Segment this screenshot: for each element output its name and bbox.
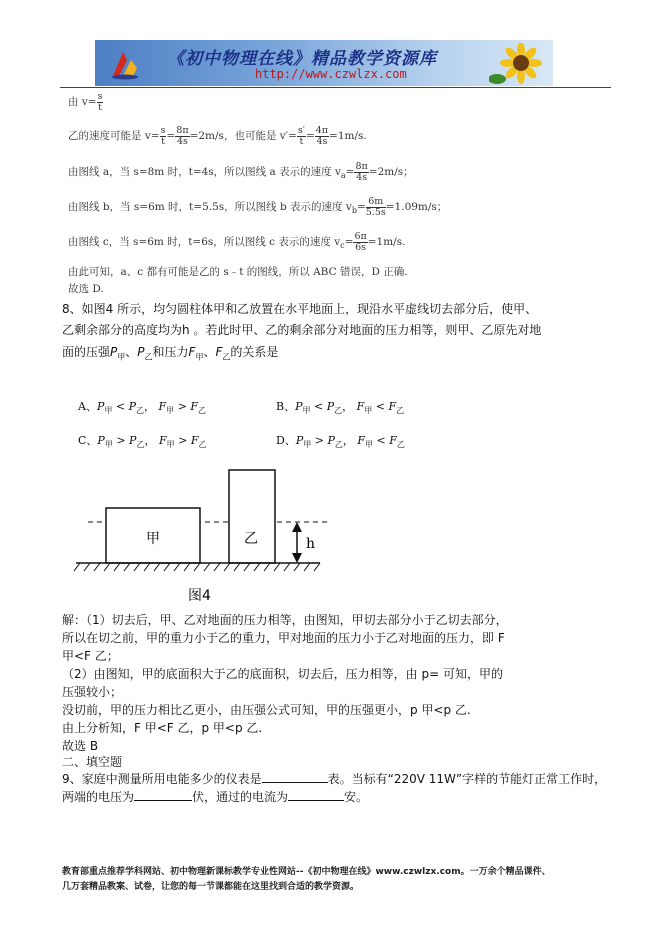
option-b[interactable]: B、$P_甲 < P_乙$， $F_甲 < F_乙$ bbox=[276, 400, 405, 416]
solution-line-1: 由 v= $\frac{s}{t}$ bbox=[68, 91, 103, 113]
answer-line-7: 由上分析知，F 甲<F 乙，p 甲<p 乙. bbox=[62, 721, 263, 735]
h-label: h bbox=[306, 536, 316, 552]
footer-line-2: 几万套精品教案、试卷，让您的每一节课都能在这里找到合适的教学资源。 bbox=[62, 882, 360, 892]
header-title: 《初中物理在线》精品教学资源库 bbox=[167, 49, 437, 69]
site-logo-icon bbox=[109, 46, 139, 80]
option-c[interactable]: C、$P_甲 > P_乙$， $F_甲 > F_乙$ bbox=[78, 434, 207, 450]
blank-meter[interactable] bbox=[262, 770, 328, 783]
section-2-title: 二、填空题 bbox=[62, 755, 123, 769]
option-a[interactable]: A、$P_甲 < P_乙$， $F_甲 > F_乙$ bbox=[78, 400, 206, 416]
answer-line-5: 压强较小； bbox=[62, 685, 123, 699]
question-8-line-2: 乙剩余部分的高度均为h 。若此时甲、乙的剩余部分对地面的压力相等，则甲、乙原先对地 bbox=[62, 323, 542, 337]
figure-caption: 图4 bbox=[188, 588, 211, 604]
question-9-line-1: 9、家庭中测量所用电能多少的仪表是 表。当标有“220V 11W”字样的节能灯正常工作时， bbox=[62, 772, 607, 786]
answer-line-1: 解：（1）切去后，甲、乙对地面的压力相等，由图知，甲切去部分小于乙切去部分， bbox=[62, 613, 508, 627]
question-9-line-2: 两端的电压为 伏，通过的电流为 安。 bbox=[62, 790, 369, 804]
solution-line-7: 故选 D. bbox=[68, 283, 104, 295]
solution-line-2: 乙的速度可能是 v= $\frac{s}{t}$ = $\frac{8\pi}{4s}$ =2m/s，也可能是 v′= $\frac{s'}{t}$ = $\frac{4\pi}{4s}$ =1m/s. bbox=[68, 125, 367, 147]
label-yi: 乙 bbox=[244, 531, 258, 547]
option-d[interactable]: D、$P_甲 > P_乙$， $F_甲 < F_乙$ bbox=[276, 434, 405, 450]
answer-line-6: 没切前，甲的压力相比乙更小，由压强公式可知，甲的压强更小，p 甲<p 乙. bbox=[62, 703, 471, 717]
footer-line-1: 教育部重点推荐学科网站、初中物理新课标教学专业性网站--《初中物理在线》www.czwlzx.com。一万余个精品课件、 bbox=[62, 867, 551, 877]
sunflower-icon bbox=[489, 43, 549, 85]
solution-line-5: 由图线 c，当 s=6m 时，t=6s，所以图线 c 表示的速度 $v_c=$ $\frac{6\pi}{6s}$ =1m/s. bbox=[68, 231, 406, 253]
solution-line-3: 由图线 a，当 s=8m 时，t=4s，所以图线 a 表示的速度 $v_a=$ $\frac{8\pi}{4s}$ =2m/s； bbox=[68, 161, 414, 183]
header-banner bbox=[95, 40, 553, 86]
cylinder-yi bbox=[229, 470, 275, 563]
ground-hatch bbox=[74, 563, 320, 571]
answer-line-4: （2）由图知，甲的底面积大于乙的底面积，切去后，压力相等，由 p= 可知，甲的 bbox=[62, 667, 503, 681]
label-jia: 甲 bbox=[146, 531, 160, 547]
question-8-line-1: 8、如图4 所示，均匀圆柱体甲和乙放置在水平地面上，现沿水平虚线切去部分后，使甲、 bbox=[62, 302, 538, 316]
header-url[interactable]: http://www.czwlzx.com bbox=[255, 67, 407, 81]
solution-line-4: 由图线 b，当 s=6m 时，t=5.5s，所以图线 b 表示的速度 $v_b=$ $\frac{6m}{5.5s}$ =1.09m/s； bbox=[68, 196, 448, 218]
blank-voltage[interactable] bbox=[134, 788, 192, 801]
question-8-line-3: 面的压强$P_甲$、$P_乙$和压力$F_甲$、$F_乙$的关系是 bbox=[62, 345, 279, 362]
figure-4 bbox=[70, 462, 340, 607]
answer-line-3: 甲<F 乙； bbox=[62, 649, 119, 663]
header-divider bbox=[60, 87, 611, 88]
solution-line-6: 由此可知，a、c 都有可能是乙的 s﹣t 的图线，所以 ABC 错误，D 正确. bbox=[68, 266, 408, 278]
answer-line-2: 所以在切之前，甲的重力小于乙的重力，甲对地面的压力小于乙对地面的压力，即 F bbox=[62, 631, 505, 645]
h-arrow-head-up bbox=[292, 522, 302, 532]
blank-current[interactable] bbox=[288, 788, 344, 801]
h-arrow-head-down bbox=[292, 553, 302, 563]
answer-line-8: 故选 B bbox=[62, 739, 99, 753]
